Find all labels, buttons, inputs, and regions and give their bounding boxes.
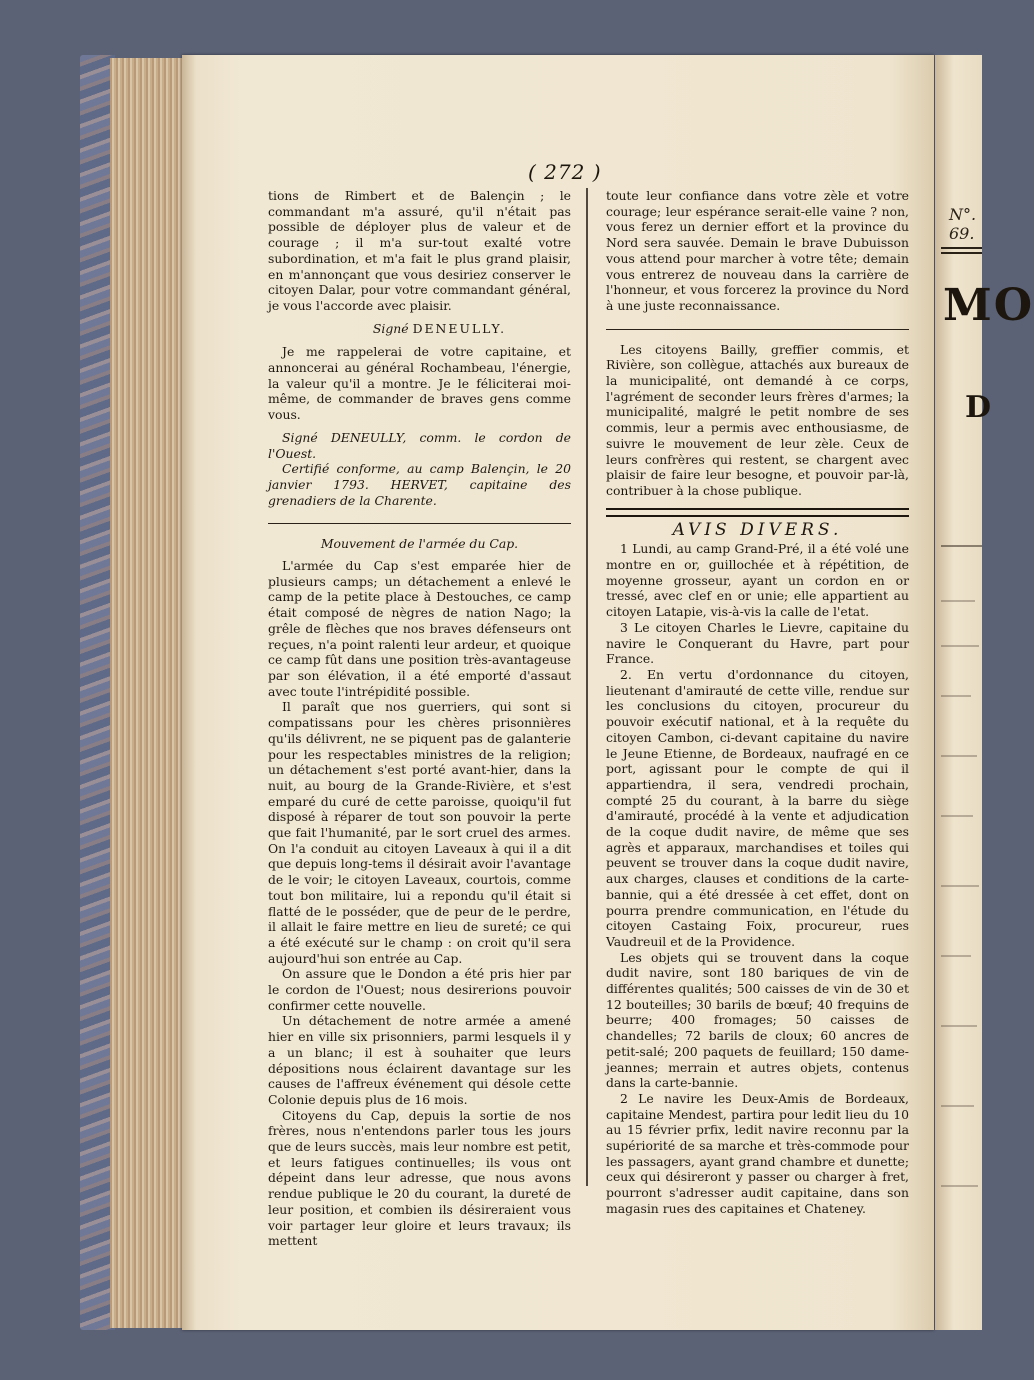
facing-text-line bbox=[941, 695, 971, 697]
facing-text-line bbox=[941, 1185, 978, 1187]
signature-label: Signé bbox=[372, 320, 409, 336]
notice: 2 Le navire les Deux-Amis de Bordeaux, capitaine Mendest, partira pour ledit lieu du 10 au 15 février prfix, ledit navire reconnu par la supériorité de sa marche et très-commode pour les passagers, ayant grand chambre et dunette; ceux qui désireront y passer ou charger à fret, pourront s'adresser audit capitaine, dans son magasin rues des capitaines et Chateney. bbox=[606, 1090, 909, 1216]
facing-text-line bbox=[941, 645, 979, 647]
section-divider bbox=[606, 329, 909, 330]
right-column bbox=[606, 188, 909, 1217]
facing-text-line bbox=[941, 755, 977, 757]
notice: 1 Lundi, au camp Grand-Pré, il a été volé une montre en or, guillochée et à répétition, de moyenne grosseur, ayant un cordon en or tressé, avec clef en or unie; elle appartient au citoyen Latapie, vis-à-vis la calle de l'etat. bbox=[606, 541, 909, 620]
page-stack bbox=[110, 58, 192, 1328]
facing-text-line bbox=[941, 815, 973, 817]
double-rule bbox=[606, 508, 909, 517]
paragraph: Je me rappelerai de votre capitaine, et annoncerai au général Rochambeau, l'énergie, la valeur qu'il a montre. Je le féliciterai moi-même, de commander de braves gens comme vous. bbox=[268, 344, 571, 423]
paragraph: Les citoyens Bailly, greffier commis, et Rivière, son collègue, attachés aux bureaux de la municipalité, ont demandé à ce corps, l'agrément de seconder leurs frères d'armes; la municipalité, malgré le petit nombre de ses commis, leur a permis avec enthousiasme, de suivre le mouvement de leur zèle. Ceux de leurs confrères qui restent, se chargent avec plaisir de faire leur besogne, et pouvoir par-là, contribuer à la chose publique. bbox=[606, 341, 909, 498]
facing-text-line bbox=[941, 600, 975, 602]
facing-text-line bbox=[941, 955, 971, 957]
section-divider bbox=[268, 523, 571, 524]
signature-name: DENEULLY. bbox=[412, 320, 507, 336]
facing-page bbox=[935, 55, 1034, 1330]
facing-page-number: N°. 69. bbox=[949, 205, 977, 243]
section-title: Mouvement de l'armée du Cap. bbox=[320, 536, 519, 552]
facing-text-line bbox=[941, 1105, 974, 1107]
paragraph: tions de Rimbert et de Balençin ; le commandant m'a assuré, qu'il n'était pas possible de déployer plus de valeur et de courage ; il m'a sur-tout exalté votre subordination, et m'a fait le plus grand plaisir, en m'annonçant que vous desiriez conserver le citoyen Dalar, pour votre commandant général, je vous l'accorde avec plaisir. bbox=[268, 188, 571, 313]
facing-text-line bbox=[941, 885, 979, 887]
signature bbox=[308, 321, 571, 337]
facing-page-letter: D bbox=[965, 390, 992, 425]
paragraph: Un détachement de notre armée a amené hier en ville six prisonniers, parmi lesquels il y a un blanc; il est à souhaiter que leurs dépositions nous éclairent davantage sur les causes de l'affreux événement qui désole cette Colonie depuis plus de 16 mois. bbox=[268, 1013, 571, 1107]
certification: Certifié conforme, au camp Balençin, le 20 janvier 1793. HERVET, capitaine des grenadiers de la Charente. bbox=[268, 461, 571, 508]
paragraph: Citoyens du Cap, depuis la sortie de nos frères, nous n'entendons parler tous les jours que de leurs succès, mais leur nombre est petit, et leurs fatigues continuelles; ils vous ont dépeint dans leur adresse, que nous avons rendue publique le 20 du courant, la dureté de leur position, et combien ils désireraient vous voir partager leur gloire et leurs travaux; ils mettent bbox=[268, 1107, 571, 1249]
notice: 3 Le citoyen Charles le Lievre, capitaine du navire le Conquerant du Havre, part pour France. bbox=[606, 619, 909, 667]
notice: Les objets qui se trouvent dans la coque dudit navire, sont 180 bariques de vin de différentes qualités; 500 caisses de vin de 30 et 12 bouteilles; 30 barils de bœuf; 40 frequins de beurre; 400 fromages; 50 caisses de chandelles; 72 barils de cloux; 60 ancres de petit-salé; 200 paquets de feuillard; 150 dame-jeannes; merrain et autres objets, contenus dans la carte-bannie. bbox=[606, 949, 909, 1091]
signed-line: Signé DENEULLY, comm. le cordon de l'Ouest. bbox=[268, 429, 571, 461]
paragraph: toute leur confiance dans votre zèle et votre courage; leur espérance serait-elle vaine ? non, vous ferez un dernier effort et la province du Nord sera sauvée. Demain le brave Dubuisson vous attend pour marcher à votre tête; demain vous entrerez de nouveau dans la carrière de l'honneur, et vous forcerez la province du Nord à une juste reconnaissance. bbox=[606, 188, 909, 313]
paragraph: On assure que le Dondon a été pris hier par le cordon de l'Ouest; nous desirerions pouvoir confirmer cette nouvelle. bbox=[268, 966, 571, 1013]
facing-rule bbox=[941, 545, 982, 547]
paragraph: Il paraît que nos guerriers, qui sont si compatissans pour les chères prisonnières qu'ils délivrent, ne se piquent pas de galanterie pour les respectables ministres de la religion; un détachement s'est porté avant-hier, dans la nuit, au bourg de la Grande-Rivière, et s'est emparé du curé de cette paroisse, quoiqu'il fut disposé à réparer de tout son pouvoir la perte que fait l'humanité, par le sort cruel des armes. On l'a conduit au citoyen Laveaux à qui il a dit que depuis long-tems il désirait avoir l'avantage de le voir; le citoyen Laveaux, courtois, comme tout bon militaire, lui a repondu qu'il était si flatté de le posséder, que de peur de le perdre, il allait le faire mettre en lieu de sureté; ce qui a été exécuté sur le champ : on croit qu'il sera aujourd'hui son entrée au Cap. bbox=[268, 699, 571, 966]
facing-rule bbox=[941, 252, 982, 254]
notice: 2. En vertu d'ordonnance du citoyen, lieutenant d'amirauté de cette ville, rendue sur les conclusions du citoyen, procureur du pouvoir exécutif national, et à la requête du citoyen Cambon, ci-devant capitaine du navire le Jeune Etienne, de Bordeaux, naufragé en ce port, agissant pour le compte de qui il appartiendra, il sera, vendredi prochain, compté 25 du courant, à la barre du siège d'amirauté, procédé à la vente et adjudication de la coque dudit navire, de même que ses agrès et apparaux, marchandises et toiles qui peuvent se trouver dans la coque dudit navire, aux charges, clauses et conditions de la carte-bannie, qui a été dressée à cet effet, dont on pourra prendre communication, en l'étude du citoyen Castaing Foix, procureur, rues Vaudreuil et de la Providence. bbox=[606, 666, 909, 949]
paragraph: L'armée du Cap s'est emparée hier de plusieurs camps; un détachement a enlevé le camp de la petite place à Destouches, ce camp était composé de nègres de nation Nago; la grêle de flèches que nos braves défenseurs ont reçues, n'a point ralenti leur ardeur, et quoique ce camp fût dans une position très-avantageuse par son élévation, il a été emporté d'assaut avec toute l'intrépidité possible. bbox=[268, 558, 571, 699]
column-divider bbox=[586, 188, 588, 1186]
page-number: ( 272 ) bbox=[528, 160, 602, 184]
facing-page-title: MO bbox=[943, 280, 1034, 331]
left-column bbox=[268, 188, 571, 1249]
section-title: AVIS DIVERS. bbox=[672, 519, 843, 540]
facing-text-line bbox=[941, 1025, 977, 1027]
facing-rule bbox=[941, 247, 982, 249]
